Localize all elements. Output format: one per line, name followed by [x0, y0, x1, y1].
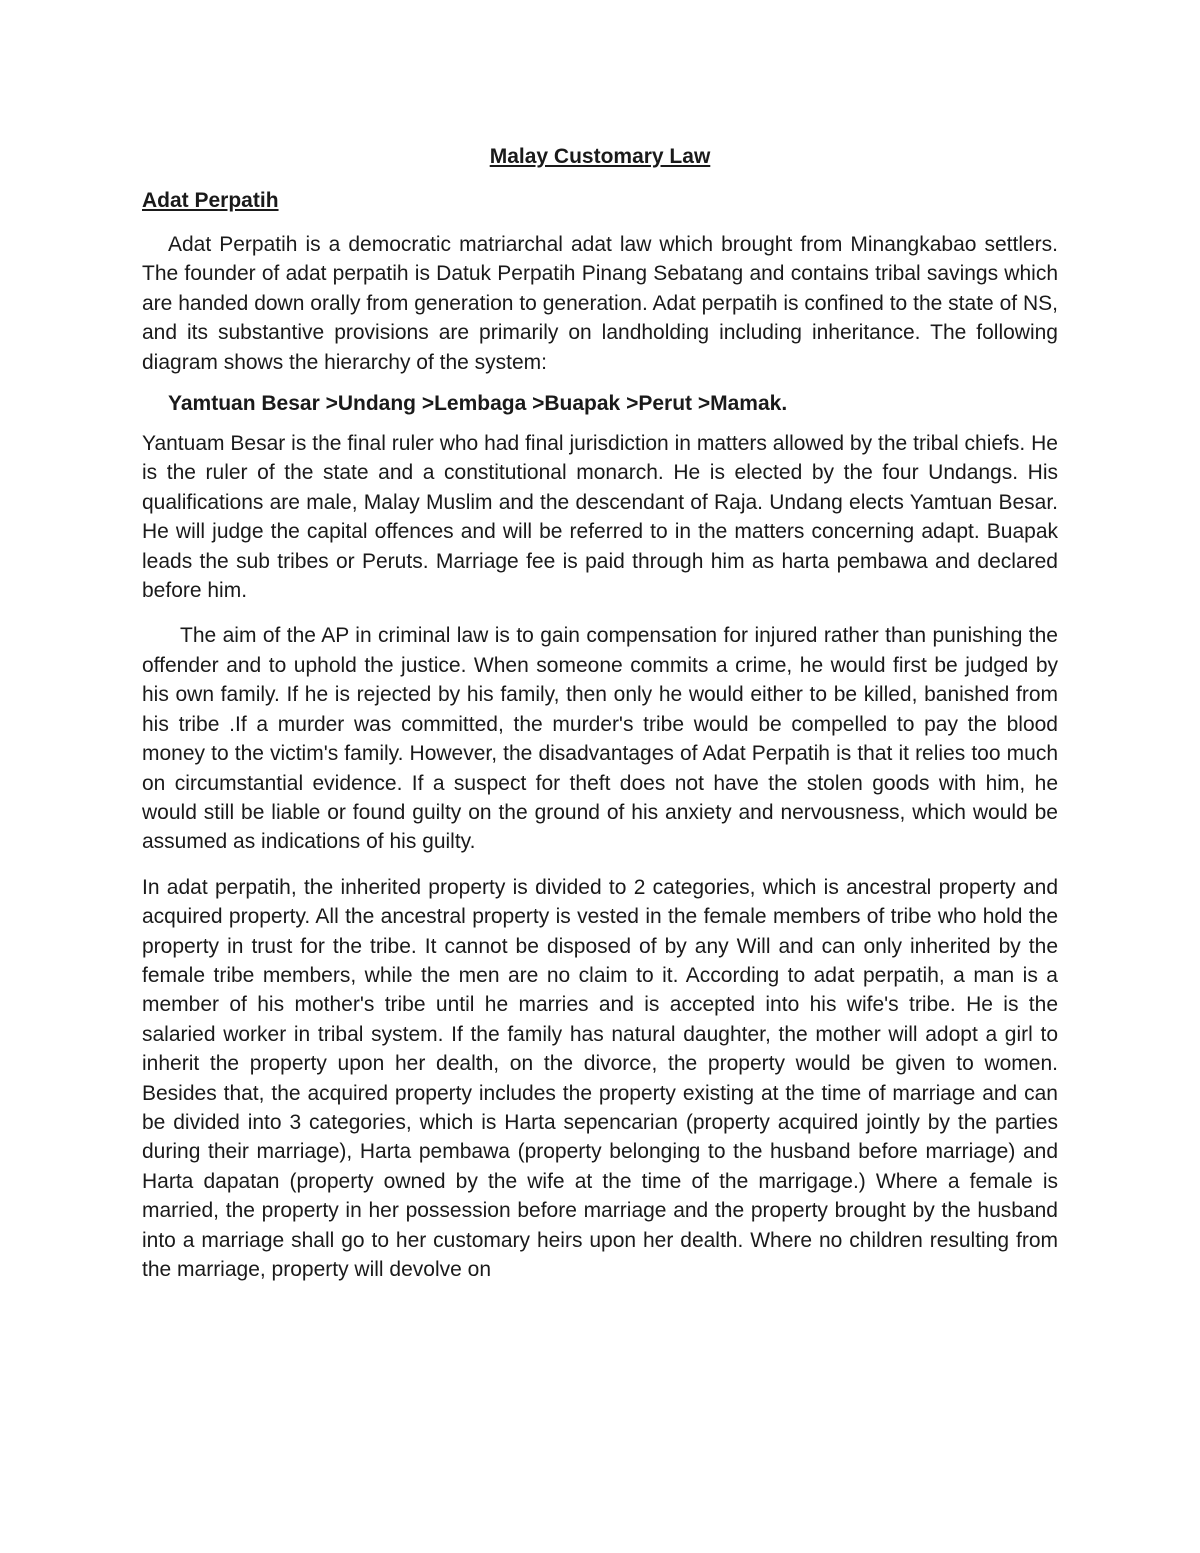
paragraph-yamtuan-besar: Yantuam Besar is the final ruler who had final jurisdiction in matters allowed by the tribal chiefs. He is the ruler of the state and a constitutional monarch. He is elected by the four Undangs. His qualifications are male, Malay Muslim and the descendant of Raja. Undang elects Yamtuan Besar. He will judge the capital offences and will be referred to in the matters concerning adapt. Buapak leads the sub tribes or Peruts. Marriage fee is paid through him as harta pembawa and declared before him.	[142, 432, 1058, 603]
document-page	[142, 142, 1058, 1284]
paragraph-criminal-law: The aim of the AP in criminal law is to gain compensation for injured rather than punishing the offender and to uphold the justice. When someone commits a crime, he would first be judged by his own family. If he is rejected by his family, then only he would either to be killed, banished from his tribe .If a murder was committed, the murder's tribe would be compelled to pay the blood money to the victim's family. However, the disadvantages of Adat Perpatih is that it relies too much on circumstantial evidence. If a suspect for theft does not have the stolen goods with him, he would still be liable or found guilty on the ground of his anxiety and nervousness, which would be assumed as indications of his guilty.	[142, 624, 1058, 854]
section-heading-adat-perpatih: Adat Perpatih	[142, 189, 279, 212]
hierarchy-line: Yamtuan Besar >Undang >Lembaga >Buapak >Perut >Mamak.	[168, 392, 788, 416]
document-title: Malay Customary Law	[489, 145, 711, 168]
paragraph-inheritance: In adat perpatih, the inherited property is divided to 2 categories, which is ancestral property and acquired property. All the ancestral property is vested in the female members of tribe who hold the property in trust for the tribe. It cannot be disposed of by any Will and can only inherited by the female tribe members, while the men are no claim to it. According to adat perpatih, a man is a member of his mother's tribe until he marries and is accepted into his wife's tribe. He is the salaried worker in tribal system. If the family has natural daughter, the mother will adopt a girl to inherit the property upon her dealth, on the divorce, the property would be given to women. Besides that, the acquired property includes the property existing at the time of marriage and can be divided into 3 categories, which is Harta sepencarian (property acquired jointly by the parties during their marriage), Harta pembawa (property belonging to the husband before marriage) and Harta dapatan (property owned by the wife at the time of the marrigage.) Where a female is married, the property in her possession before marriage and the property brought by the husband into a marriage shall go to her customary heirs upon her dealth. Where no children resulting from the marriage, property will devolve on	[142, 875, 1058, 1281]
paragraph-introduction: Adat Perpatih is a democratic matriarchal adat law which brought from Minangkabao settlers. The founder of adat perpatih is Datuk Perpatih Pinang Sebatang and contains tribal savings which are handed down orally from generation to generation. Adat perpatih is confined to the state of NS, and its substantive provisions are primarily on landholding including inheritance. The following diagram shows the hierarchy of the system:	[142, 233, 1058, 374]
